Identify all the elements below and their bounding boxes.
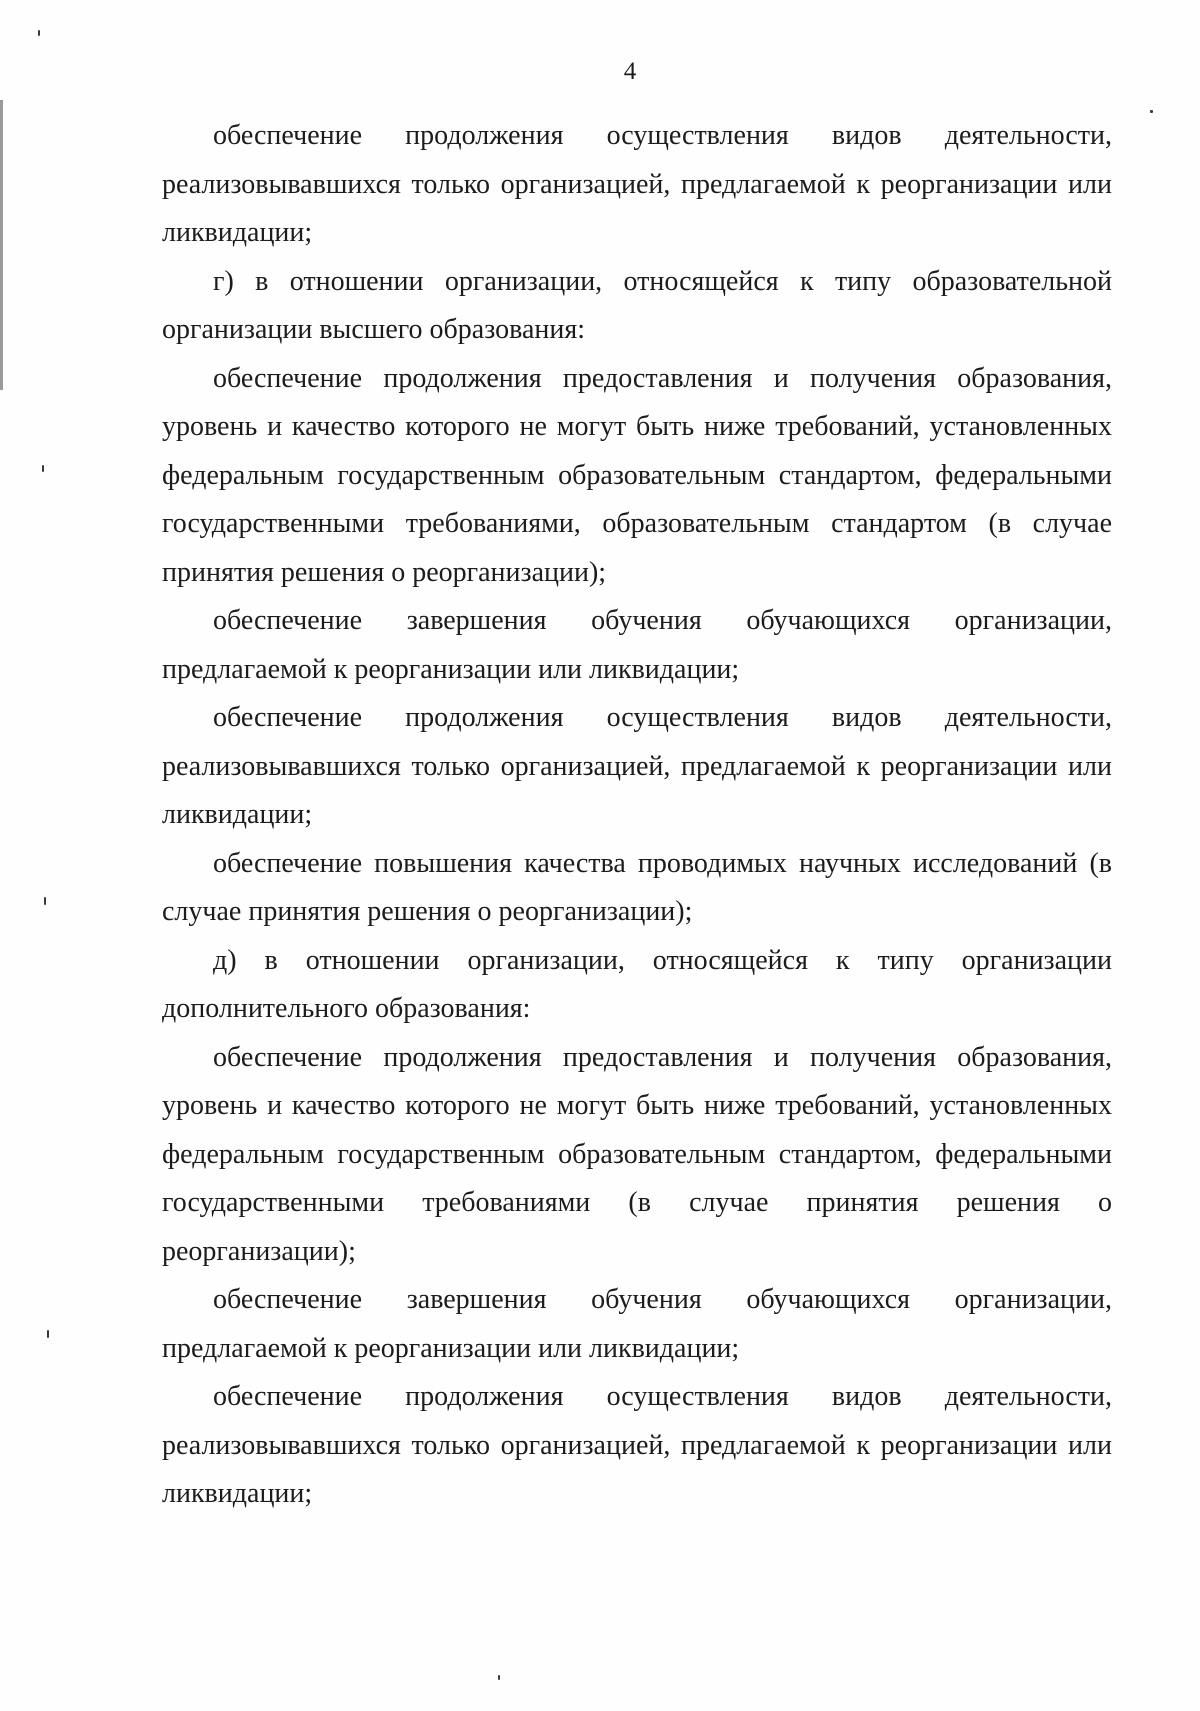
document-body [162, 112, 1112, 1519]
paragraph: г) в отношении организации, относящейся к типу образовательной организации высшего образования: [162, 265, 1112, 345]
paragraph: обеспечение повышения качества проводимых научных исследований (в случае принятия решения о реорганизации); [162, 847, 1112, 927]
paragraph: обеспечение продолжения осуществления видов деятельности, реализовывавшихся только организацией, предлагаемой к реорганизации или ликвидации; [162, 120, 1112, 248]
scan-edge-mark [0, 100, 3, 390]
paragraph: д) в отношении организации, относящейся к типу организации дополнительного образования: [162, 944, 1112, 1024]
paragraph: обеспечение продолжения осуществления видов деятельности, реализовывавшихся только организацией, предлагаемой к реорганизации или ликвидации; [162, 702, 1112, 830]
paragraph: обеспечение продолжения предоставления и получения образования, уровень и качество которого не могут быть ниже требований, установленных федеральным государственным образовательным стандартом, федеральными государственными требованиями, образовательным стандартом (в случае принятия решения о реорганизации); [162, 362, 1112, 588]
paragraph: обеспечение продолжения осуществления видов деятельности, реализовывавшихся только организацией, предлагаемой к реорганизации или ликвидации; [162, 1381, 1112, 1509]
scan-speck [1150, 110, 1153, 113]
scan-speck [498, 1675, 500, 1680]
paragraph: обеспечение завершения обучения обучающихся организации, предлагаемой к реорганизации или ликвидации; [162, 1284, 1112, 1364]
scan-speck [47, 1330, 49, 1338]
scan-speck [42, 465, 44, 472]
page-number: 4 [623, 58, 637, 85]
scan-speck [38, 30, 40, 36]
paragraph: обеспечение завершения обучения обучающихся организации, предлагаемой к реорганизации или ликвидации; [162, 605, 1112, 685]
scan-speck [44, 897, 46, 905]
paragraph: обеспечение продолжения предоставления и получения образования, уровень и качество которого не могут быть ниже требований, установленных федеральным государственным образовательным стандартом, федеральными государственными требованиями (в случае принятия решения о реорганизации); [162, 1041, 1112, 1267]
